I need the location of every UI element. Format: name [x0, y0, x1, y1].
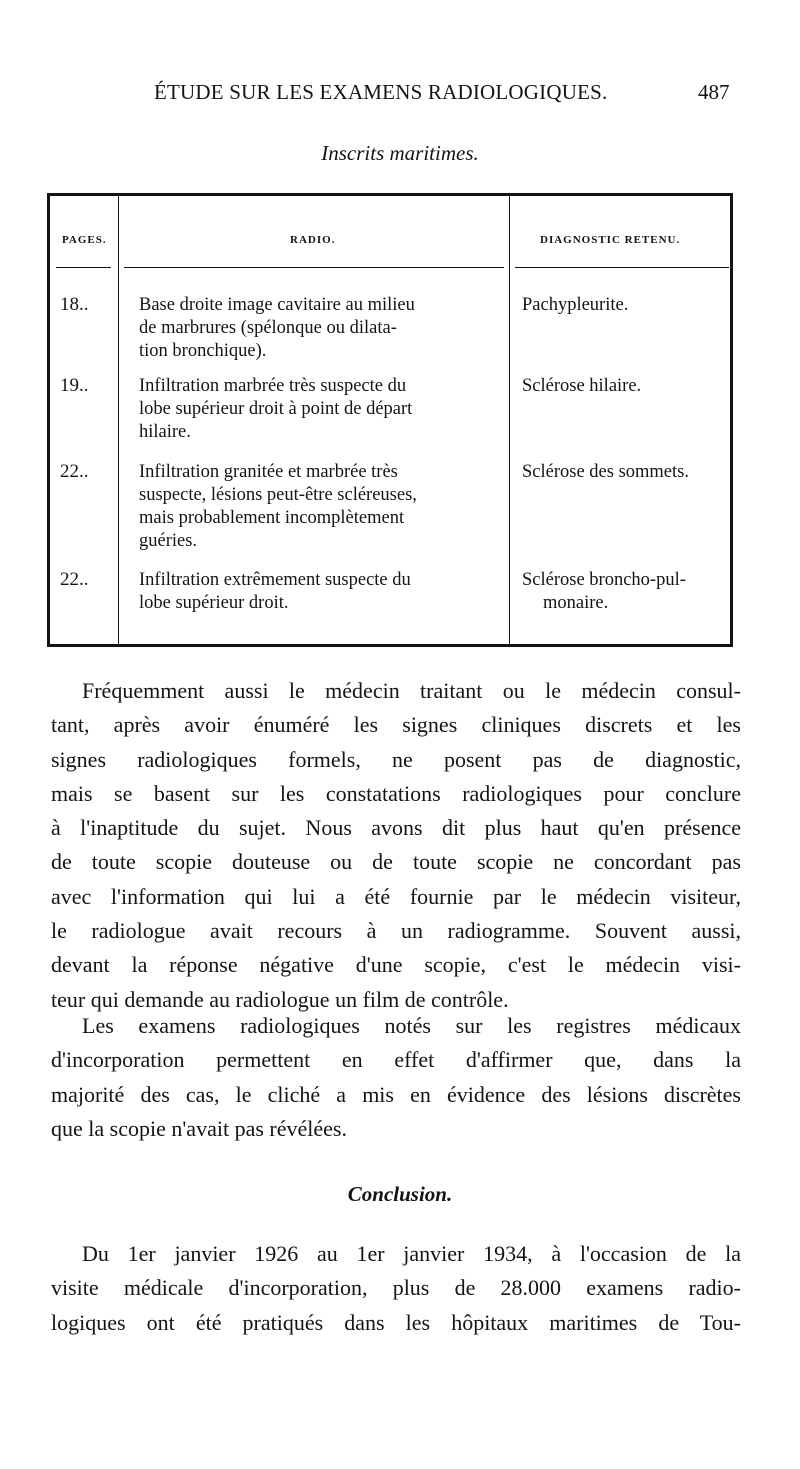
cell-page: 22..	[60, 461, 89, 482]
text-line: le radiologue avait recours à un radiogramme. Souvent aussi,	[51, 918, 741, 944]
cell-line: suspecte, lésions peut-être scléreuses,	[139, 485, 417, 505]
section-title: Inscrits maritimes.	[321, 141, 479, 165]
column-divider	[509, 196, 510, 644]
header-rule	[124, 267, 504, 268]
cell-line: mais probablement incomplètement	[139, 508, 405, 528]
cell-line: de marbrures (spélonque ou dilata-	[139, 318, 397, 338]
cell-page: 19..	[60, 375, 89, 396]
cell-diagnostic	[522, 569, 732, 615]
running-title: ÉTUDE SUR LES EXAMENS RADIOLOGIQUES.	[154, 80, 608, 104]
cell-line: Base droite image cavitaire au milieu	[139, 295, 415, 315]
cell-line: monaire.	[543, 593, 609, 613]
cell-radio	[139, 375, 503, 444]
header-rule	[515, 267, 729, 268]
cell-line: Infiltration extrêmement suspecte du	[139, 570, 411, 590]
cell-line: hilaire.	[139, 422, 191, 442]
column-header-radio: RADIO.	[290, 234, 336, 246]
cell-line: Infiltration marbrée très suspecte du	[139, 376, 407, 396]
text-line: mais se basent sur les constatations radiologiques pour conclure	[51, 780, 741, 806]
cell-line: tion bronchique).	[139, 341, 267, 361]
running-head	[0, 80, 800, 114]
cell-line: guéries.	[139, 531, 198, 551]
cell-line: lobe supérieur droit à point de départ	[139, 399, 413, 419]
cell-diagnostic	[522, 461, 732, 484]
cell-line: Sclérose des sommets.	[522, 462, 689, 482]
text-line: teur qui demande au radiologue un film de contrôle.	[51, 986, 509, 1012]
header-rule	[56, 267, 111, 268]
text-line: avec l'information qui lui a été fournie par le médecin visiteur,	[51, 883, 741, 909]
text-line: que la scopie n'avait pas révélées.	[51, 1115, 347, 1141]
cell-radio	[139, 294, 503, 363]
column-header-diagnostic: DIAGNOSTIC RETENU.	[540, 234, 681, 246]
body-paragraph	[51, 1009, 741, 1146]
cell-page: 18..	[60, 294, 89, 315]
text-line: d'incorporation permettent en effet d'affirmer que, dans la	[51, 1047, 741, 1073]
text-line: de toute scopie douteuse ou de toute scopie ne concordant pas	[51, 849, 741, 875]
text-line: à l'inaptitude du sujet. Nous avons dit plus haut qu'en présence	[51, 815, 741, 841]
column-divider	[118, 196, 119, 644]
cell-page: 22..	[60, 569, 89, 590]
text-line: devant la réponse négative d'une scopie, c'est le médecin visi-	[51, 952, 741, 978]
conclusion-title: Conclusion.	[347, 1182, 453, 1206]
body-paragraph	[51, 674, 741, 1017]
text-line: Fréquemment aussi le médecin traitant ou le médecin consul-	[82, 678, 741, 703]
cell-line: Infiltration granitée et marbrée très	[139, 462, 398, 482]
text-line: Du 1er janvier 1926 au 1er janvier 1934, à l'occasion de la	[82, 1241, 741, 1266]
results-table	[47, 193, 733, 647]
cell-diagnostic	[522, 294, 732, 317]
cell-line: Pachypleurite.	[522, 295, 629, 315]
cell-radio	[139, 569, 503, 615]
cell-line: Sclérose broncho-pul-	[522, 570, 686, 590]
cell-diagnostic	[522, 375, 732, 398]
text-line: majorité des cas, le cliché a mis en évidence des lésions discrètes	[51, 1081, 741, 1107]
cell-radio	[139, 461, 503, 553]
text-line: logiques ont été pratiqués dans les hôpitaux maritimes de Tou-	[51, 1309, 741, 1335]
text-line: visite médicale d'incorporation, plus de 28.000 examens radio-	[51, 1275, 741, 1301]
text-line: Les examens radiologiques notés sur les registres médicaux	[82, 1013, 741, 1038]
page-number: 487	[698, 80, 730, 104]
text-line: signes radiologiques formels, ne posent pas de diagnostic,	[51, 746, 741, 772]
body-paragraph	[51, 1237, 741, 1340]
cell-line: lobe supérieur droit.	[139, 593, 289, 613]
text-line: tant, après avoir énuméré les signes cliniques discrets et les	[51, 712, 741, 738]
cell-line: Sclérose hilaire.	[522, 376, 642, 396]
column-header-pages: PAGES.	[62, 234, 107, 246]
